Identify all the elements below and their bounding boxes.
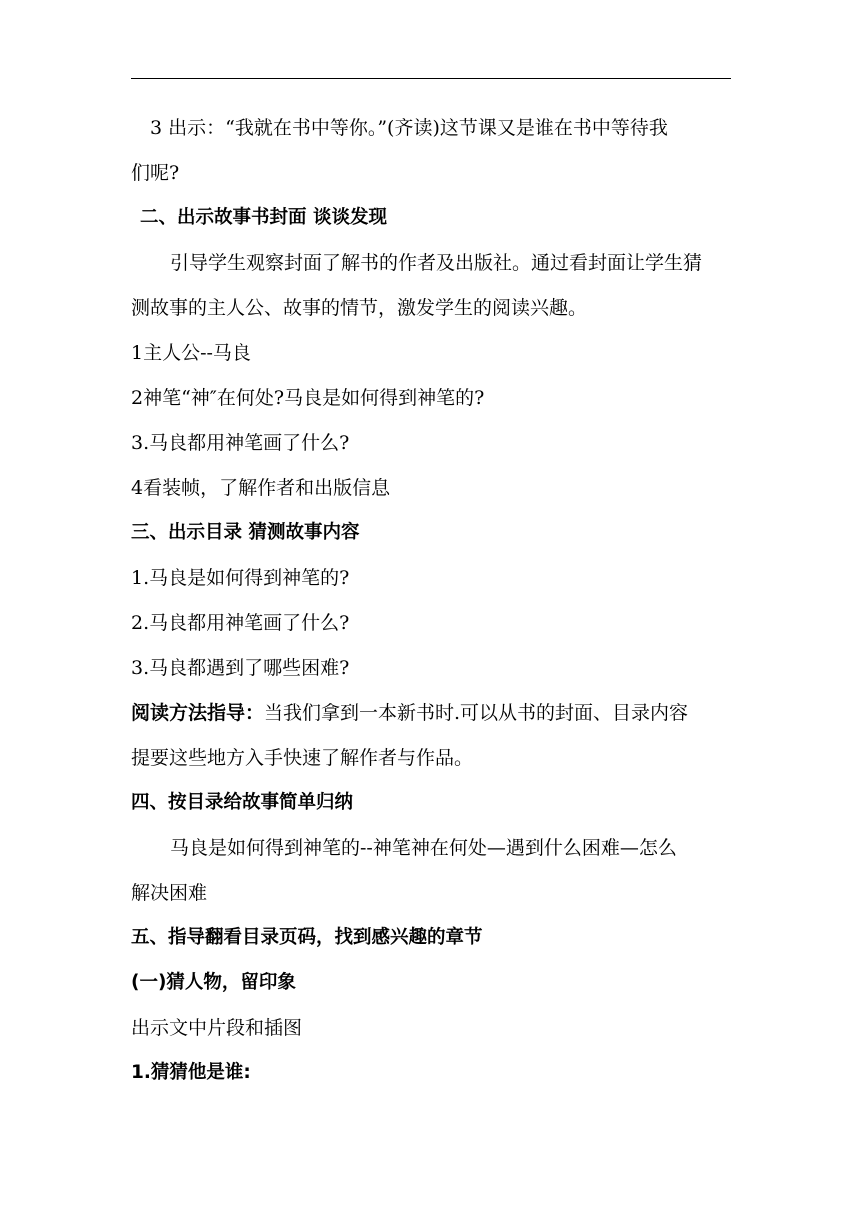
- list-item: 3.马良都用神笔画了什么?: [131, 432, 350, 454]
- header-rule: [131, 78, 731, 79]
- section-heading: 四、按目录给故事简单归纳: [131, 792, 354, 813]
- paragraph-line: 们呢?: [131, 162, 180, 184]
- paragraph-line: 马良是如何得到神笔的--神笔神在何处—遇到什么困难—怎么: [170, 837, 677, 859]
- paragraph-line: 引导学生观察封面了解书的作者及出版社。通过看封面让学生猜: [170, 252, 703, 274]
- reading-method-label: 阅读方法指导：: [131, 702, 265, 724]
- section-heading: 三、出示目录 猜测故事内容: [131, 522, 360, 543]
- list-item: 1主人公--马良: [131, 342, 251, 364]
- list-item: 1.马良是如何得到神笔的?: [131, 567, 350, 589]
- paragraph-line: 测故事的主人公、故事的情节，激发学生的阅读兴趣。: [131, 297, 588, 319]
- list-item: 3.马良都遇到了哪些困难?: [131, 657, 350, 679]
- reading-method-text: 当我们拿到一本新书时.可以从书的封面、目录内容: [264, 702, 689, 724]
- reading-method-line: [131, 701, 731, 725]
- paragraph-line: 出示文中片段和插图: [131, 1017, 303, 1039]
- question-heading: 1.猜猜他是谁:: [131, 1062, 251, 1083]
- paragraph-line: 解决困难: [131, 882, 208, 904]
- paragraph-line: 提要这些地方入手快速了解作者与作品。: [131, 747, 474, 769]
- section-heading: 二、出示故事书封面 谈谈发现: [140, 207, 387, 228]
- subsection-heading: (一)猜人物，留印象: [131, 972, 296, 993]
- list-item: 4看装帧，了解作者和出版信息: [131, 477, 391, 499]
- section-heading: 五、指导翻看目录页码，找到感兴趣的章节: [131, 927, 483, 948]
- list-item: 2.马良都用神笔画了什么?: [131, 612, 350, 634]
- paragraph-line: 3 出示：“我就在书中等你。”(齐读)这节课又是谁在书中等待我: [150, 117, 668, 139]
- list-item: 2神笔“神″在何处?马良是如何得到神笔的?: [131, 387, 485, 409]
